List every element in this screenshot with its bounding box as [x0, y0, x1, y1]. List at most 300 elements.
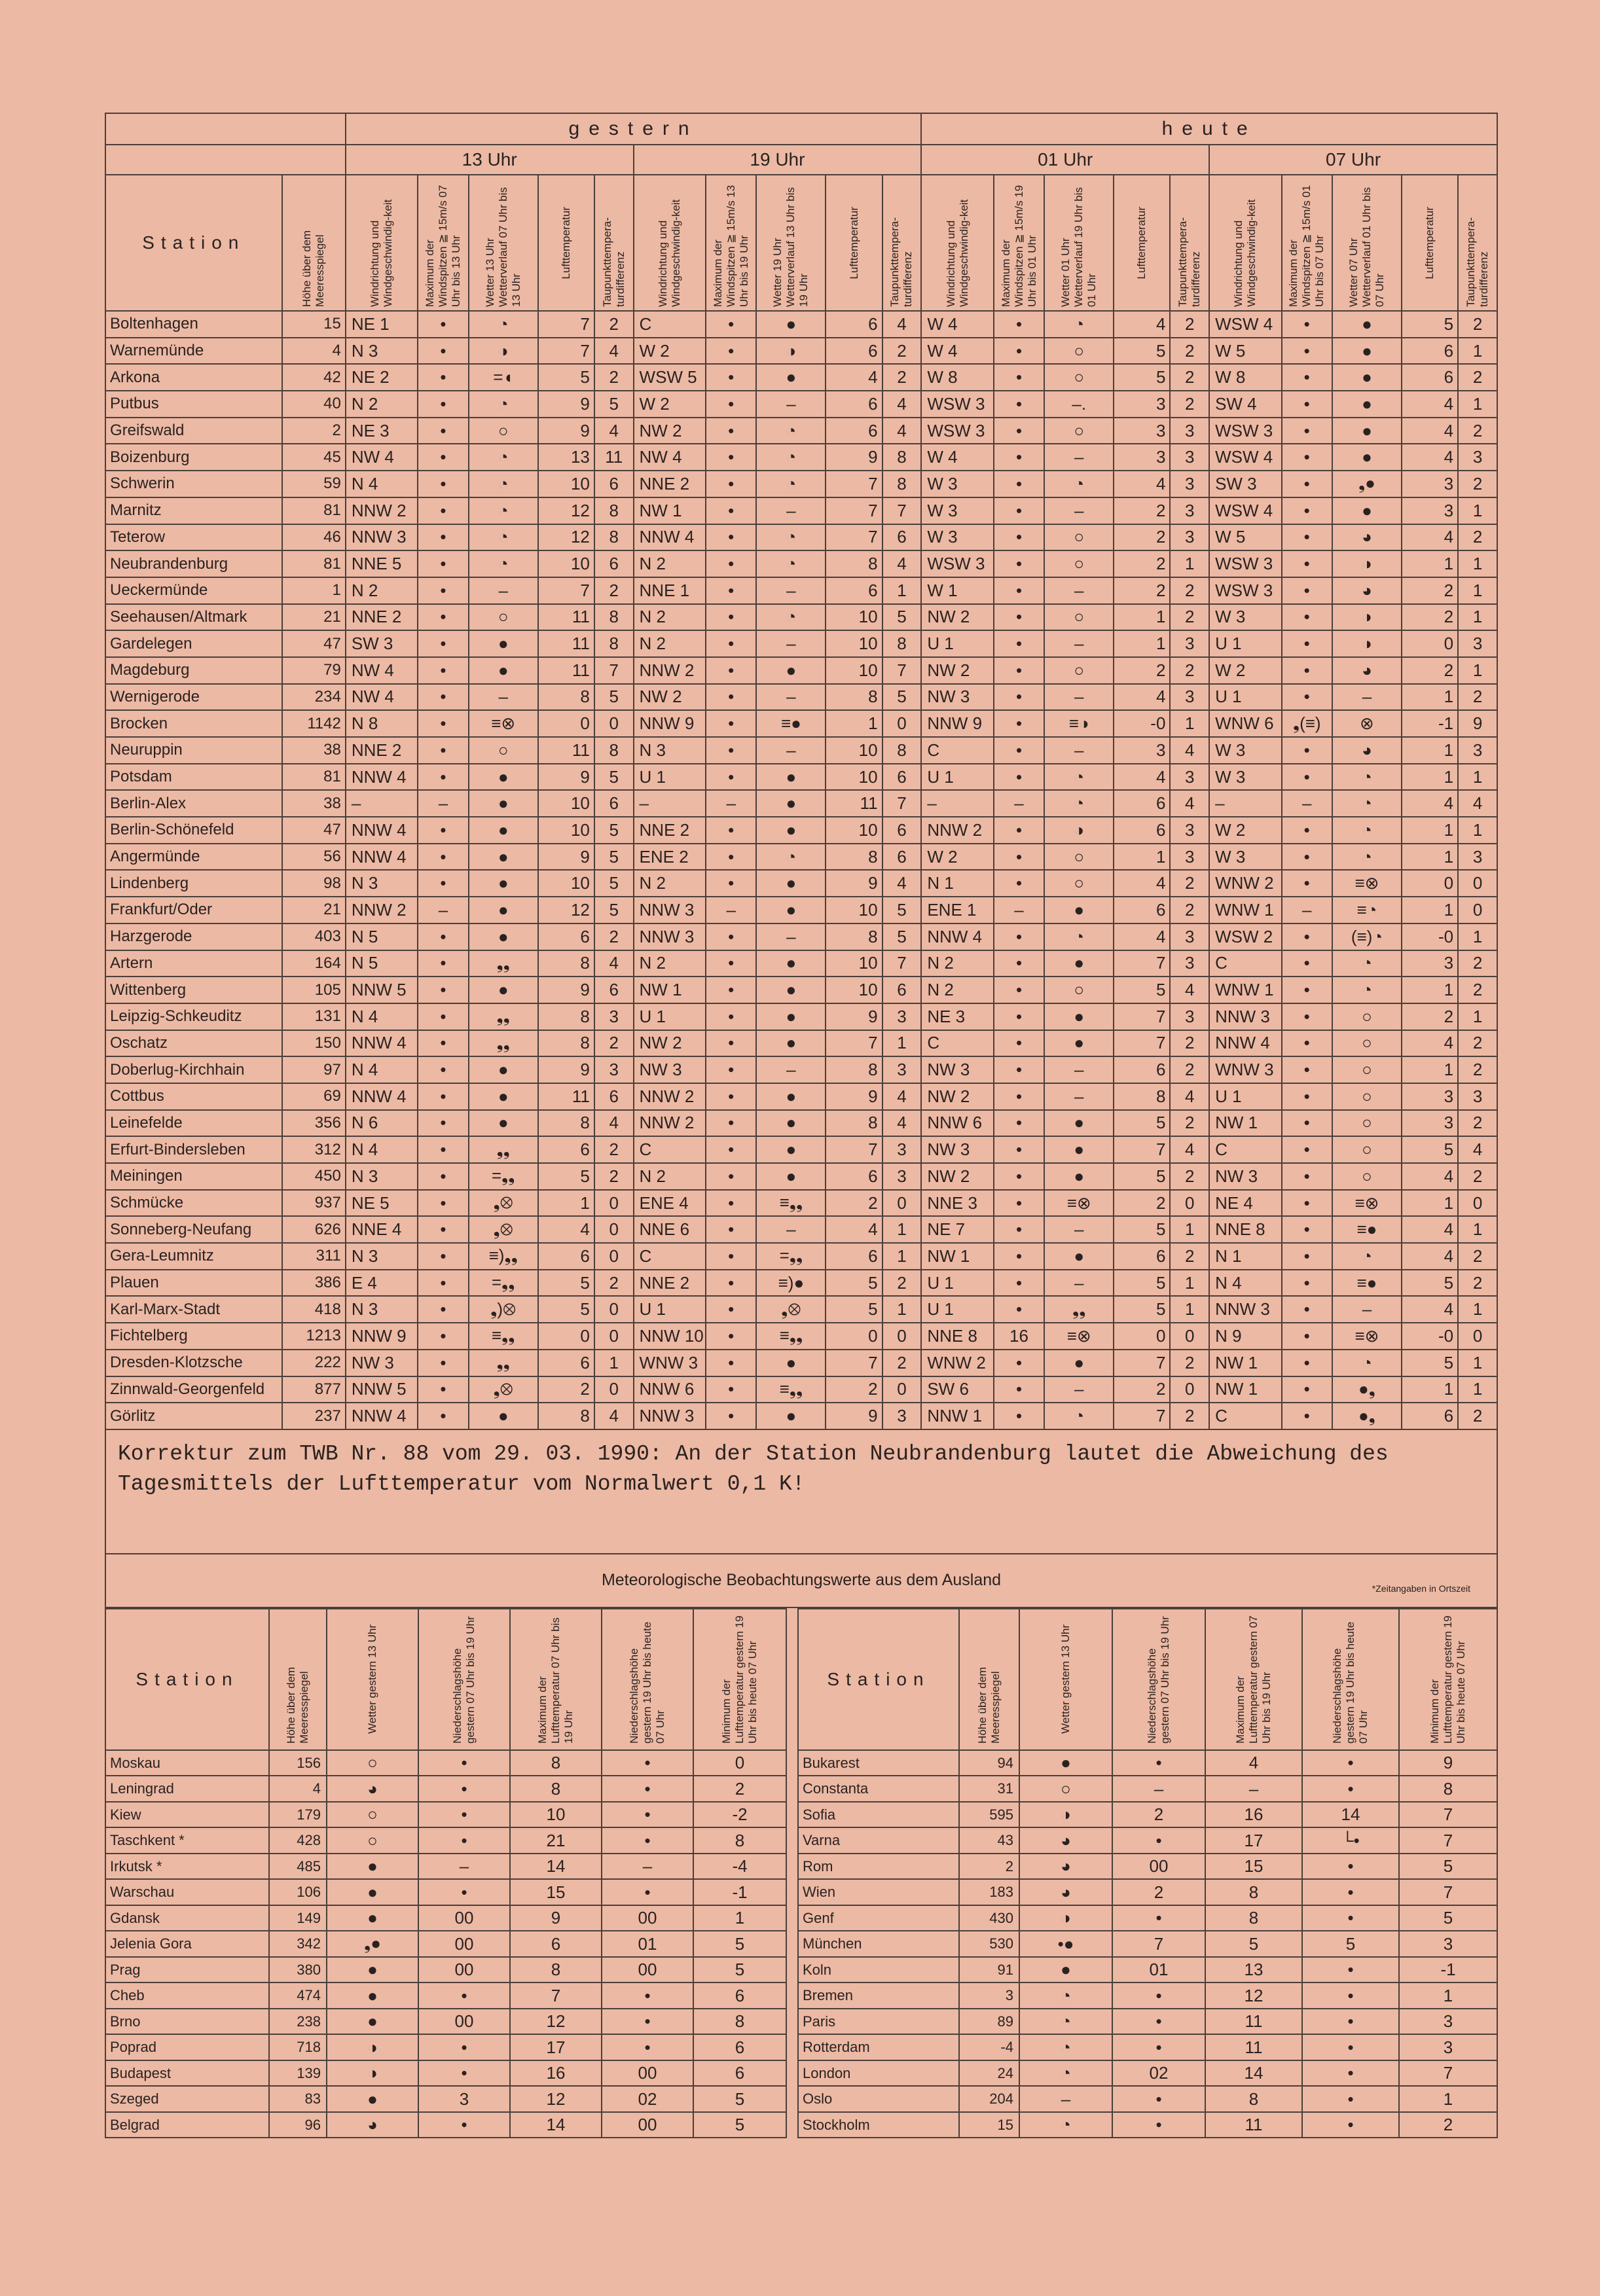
- table-row: [105, 1905, 786, 1931]
- temp-13: 9: [538, 844, 594, 870]
- station-name: Gardelegen: [105, 630, 282, 657]
- weather-07: ●: [1332, 311, 1402, 338]
- table-row: [105, 870, 1497, 897]
- wind-01: NNW 6: [921, 1110, 993, 1137]
- weather-19: ◔: [756, 471, 826, 497]
- table-row: [798, 1982, 1497, 2009]
- station-name: Erfurt-Bindersleben: [105, 1136, 282, 1163]
- station-height: 877: [282, 1376, 346, 1403]
- wind-01: NW 2: [921, 657, 993, 684]
- dewdiff-07: 1: [1458, 550, 1497, 577]
- weather-19: ◔: [756, 524, 826, 551]
- c07-col-header-4: Taupunkttempera-turdifferenz: [1458, 175, 1497, 311]
- temp-07: 4: [1402, 524, 1458, 551]
- temp-07: 4: [1402, 1030, 1458, 1057]
- abroad-station-height: 89: [959, 2009, 1019, 2035]
- station-name: Berlin-Alex: [105, 790, 282, 817]
- wind-01: NNW 1: [921, 1403, 993, 1429]
- gust-07: •: [1282, 1270, 1332, 1297]
- table-row: [105, 1296, 1497, 1323]
- abroad-precip-day: 00: [1112, 1854, 1205, 1880]
- abroad-station-height: 24: [959, 2060, 1019, 2087]
- weather-19: ●: [756, 364, 826, 391]
- dewdiff-19: 6: [882, 817, 922, 844]
- temp-01: 2: [1114, 657, 1170, 684]
- temp-01: 2: [1114, 1376, 1170, 1403]
- dewdiff-19: 7: [882, 950, 922, 977]
- temp-07: 3: [1402, 950, 1458, 977]
- dewdiff-01: 0: [1170, 1323, 1209, 1350]
- dewdiff-01: 2: [1170, 897, 1209, 924]
- dewdiff-07: 2: [1458, 684, 1497, 711]
- weather-19: ●: [756, 870, 826, 897]
- wind-01: U 1: [921, 1270, 993, 1297]
- temp-19: 9: [826, 870, 882, 897]
- temp-01: 7: [1114, 1350, 1170, 1376]
- gust-19: •: [706, 1243, 756, 1270]
- gust-01: •: [994, 1083, 1044, 1110]
- weather-19: ●: [756, 1083, 826, 1110]
- gust-13: •: [418, 604, 468, 631]
- temp-13: 8: [538, 950, 594, 977]
- temp-07: -0: [1402, 924, 1458, 950]
- wind-19: NNW 9: [634, 710, 706, 737]
- station-height: 81: [282, 497, 346, 524]
- dewdiff-07: 1: [1458, 604, 1497, 631]
- wind-19: NW 4: [634, 444, 706, 471]
- bulletin-sheet: [105, 113, 1498, 2138]
- station-height: 312: [282, 1136, 346, 1163]
- wind-01: W 4: [921, 444, 993, 471]
- abroad-precip-night: 00: [602, 1905, 693, 1931]
- dewdiff-13: 8: [594, 604, 634, 631]
- abroad-temp-max: 10: [510, 1802, 602, 1828]
- station-name: Seehausen/Altmark: [105, 604, 282, 631]
- wind-01: C: [921, 1030, 993, 1057]
- station-name: Potsdam: [105, 764, 282, 791]
- weather-19: –: [756, 577, 826, 604]
- wind-13: NNW 4: [346, 764, 418, 791]
- abroad-station-name: München: [798, 1931, 959, 1957]
- weather-07: ●: [1332, 444, 1402, 471]
- abroad-precip-day: 7: [1112, 1931, 1205, 1957]
- abroad-temp-max: 17: [510, 2034, 602, 2060]
- station-name: Plauen: [105, 1270, 282, 1297]
- dewdiff-19: 5: [882, 684, 922, 711]
- abroad-station-height: 595: [959, 1802, 1019, 1828]
- station-height: 2: [282, 418, 346, 444]
- abroad-precip-day: 00: [418, 1957, 510, 1983]
- temp-07: 0: [1402, 870, 1458, 897]
- dewdiff-19: 0: [882, 1190, 922, 1217]
- weather-19: ◔: [756, 444, 826, 471]
- station-name: Oschatz: [105, 1030, 282, 1057]
- abroad-temp-max: 14: [510, 2112, 602, 2138]
- abroad-station-height: 43: [959, 1827, 1019, 1854]
- abroad-weather-13: –: [1019, 2086, 1112, 2112]
- table-row: [105, 1854, 786, 1880]
- table-row: [105, 897, 1497, 924]
- abroad-left-col-header-3: Maximum der Lufttemperatur 07 Uhr bis 19 Uhr: [510, 1609, 602, 1750]
- dewdiff-07: 4: [1458, 1136, 1497, 1163]
- temp-19: 6: [826, 311, 882, 338]
- gust-07: •: [1282, 1403, 1332, 1429]
- abroad-weather-13: ●: [327, 2086, 418, 2112]
- table-row: [105, 737, 1497, 764]
- dewdiff-01: 2: [1170, 1163, 1209, 1190]
- abroad-station-name: Rom: [798, 1854, 959, 1880]
- abroad-temp-max: 11: [1205, 2112, 1302, 2138]
- temp-01: 7: [1114, 1030, 1170, 1057]
- weather-01: –: [1044, 1376, 1114, 1403]
- dewdiff-01: 3: [1170, 817, 1209, 844]
- dewdiff-19: 3: [882, 1003, 922, 1030]
- wind-13: NNW 3: [346, 524, 418, 551]
- station-height: 15: [282, 311, 346, 338]
- abroad-weather-13: ◑: [327, 2034, 418, 2060]
- group-heute: heute: [921, 113, 1497, 145]
- wind-07: WSW 4: [1209, 444, 1281, 471]
- wind-13: NE 1: [346, 311, 418, 338]
- weather-13: ○: [469, 418, 538, 444]
- temp-01: 2: [1114, 550, 1170, 577]
- abroad-precip-day: •: [418, 2060, 510, 2087]
- dewdiff-19: 7: [882, 657, 922, 684]
- table-row: [105, 1030, 1497, 1057]
- abroad-table-left: [105, 1608, 787, 2139]
- station-height: 4: [282, 338, 346, 365]
- gust-01: •: [994, 1296, 1044, 1323]
- abroad-station-name: Bukarest: [798, 1750, 959, 1776]
- abroad-precip-night: •: [602, 1879, 693, 1905]
- station-name: Magdeburg: [105, 657, 282, 684]
- dewdiff-07: 2: [1458, 1270, 1497, 1297]
- dewdiff-01: 0: [1170, 1376, 1209, 1403]
- weather-13: =❟❟: [469, 1163, 538, 1190]
- wind-01: WNW 2: [921, 1350, 993, 1376]
- dewdiff-01: 4: [1170, 737, 1209, 764]
- gust-19: •: [706, 870, 756, 897]
- weather-07: ○: [1332, 1056, 1402, 1083]
- station-height: 69: [282, 1083, 346, 1110]
- abroad-weather-13: ●: [327, 2009, 418, 2035]
- c19-col-header-2: Wetter 19 Uhr Wetterverlauf 13 Uhr bis 19 Uhr: [756, 175, 826, 311]
- weather-01: –: [1044, 684, 1114, 711]
- abroad-precip-day: 01: [1112, 1957, 1205, 1983]
- abroad-precip-day: 02: [1112, 2060, 1205, 2087]
- abroad-weather-13: ❟●: [327, 1931, 418, 1957]
- temp-19: 8: [826, 550, 882, 577]
- dewdiff-01: 2: [1170, 1056, 1209, 1083]
- wind-13: –: [346, 790, 418, 817]
- wind-07: NNW 4: [1209, 1030, 1281, 1057]
- gust-13: •: [418, 1003, 468, 1030]
- abroad-precip-night: •: [1302, 2009, 1399, 2035]
- dewdiff-01: 3: [1170, 684, 1209, 711]
- dewdiff-13: 0: [594, 1190, 634, 1217]
- abroad-right-col-header-0: Höhe über dem Meeresspiegel: [959, 1609, 1019, 1750]
- wind-07: WSW 2: [1209, 924, 1281, 950]
- wind-13: NNW 5: [346, 1376, 418, 1403]
- table-row: [105, 1802, 786, 1828]
- temp-13: 10: [538, 550, 594, 577]
- dewdiff-07: 1: [1458, 657, 1497, 684]
- gust-07: •: [1282, 1190, 1332, 1217]
- station-name: Meiningen: [105, 1163, 282, 1190]
- temp-01: 3: [1114, 737, 1170, 764]
- gust-07: •: [1282, 630, 1332, 657]
- temp-07: 4: [1402, 391, 1458, 418]
- weather-07: (≡)◔: [1332, 924, 1402, 950]
- abroad-temp-max: 6: [510, 1931, 602, 1957]
- table-row: [798, 2009, 1497, 2035]
- table-row: [105, 790, 1497, 817]
- weather-13: ◔: [469, 497, 538, 524]
- temp-19: 2: [826, 1376, 882, 1403]
- weather-01: –: [1044, 497, 1114, 524]
- gust-01: •: [994, 1056, 1044, 1083]
- temp-19: 6: [826, 418, 882, 444]
- table-row: [798, 2112, 1497, 2138]
- dewdiff-07: 3: [1458, 1083, 1497, 1110]
- gust-19: •: [706, 1296, 756, 1323]
- wind-07: NW 1: [1209, 1110, 1281, 1137]
- abroad-temp-min: 6: [693, 2060, 786, 2087]
- temp-13: 11: [538, 604, 594, 631]
- weather-07: ≡⊗: [1332, 870, 1402, 897]
- temp-19: 10: [826, 764, 882, 791]
- temp-19: 10: [826, 630, 882, 657]
- weather-01: –: [1044, 1083, 1114, 1110]
- gust-13: •: [418, 1136, 468, 1163]
- gust-19: •: [706, 577, 756, 604]
- gust-19: •: [706, 550, 756, 577]
- dewdiff-07: 1: [1458, 391, 1497, 418]
- time-01: 01 Uhr: [921, 145, 1209, 175]
- temp-01: 3: [1114, 444, 1170, 471]
- dewdiff-19: 5: [882, 604, 922, 631]
- station-height: 47: [282, 630, 346, 657]
- temp-01: 0: [1114, 1323, 1170, 1350]
- dewdiff-07: 1: [1458, 924, 1497, 950]
- dewdiff-13: 2: [594, 1136, 634, 1163]
- temp-13: 4: [538, 1216, 594, 1243]
- wind-13: E 4: [346, 1270, 418, 1297]
- gust-19: •: [706, 684, 756, 711]
- dewdiff-13: 6: [594, 1083, 634, 1110]
- dewdiff-19: 1: [882, 577, 922, 604]
- abroad-right-col-header-4: Niederschlagshöhe gestern 19 Uhr bis heute 07 Uhr: [1302, 1609, 1399, 1750]
- gust-19: –: [706, 790, 756, 817]
- weather-01: ○: [1044, 418, 1114, 444]
- station-observation-table: [105, 113, 1498, 1608]
- weather-13: ●: [469, 870, 538, 897]
- gust-01: •: [994, 1136, 1044, 1163]
- wind-07: N 1: [1209, 1243, 1281, 1270]
- wind-13: NNW 4: [346, 844, 418, 870]
- gust-01: •: [994, 1403, 1044, 1429]
- abroad-left-col-header-2: Niederschlagshöhe gestern 07 Uhr bis 19 Uhr: [418, 1609, 510, 1750]
- abroad-station-name: Koln: [798, 1957, 959, 1983]
- dewdiff-13: 2: [594, 924, 634, 950]
- gust-19: –: [706, 897, 756, 924]
- weather-07: ●: [1332, 418, 1402, 444]
- dewdiff-01: 2: [1170, 657, 1209, 684]
- weather-07: ◑: [1332, 604, 1402, 631]
- abroad-weather-13: ●: [327, 1982, 418, 2009]
- temp-07: 1: [1402, 737, 1458, 764]
- temp-01: 5: [1114, 1270, 1170, 1297]
- table-row: [105, 1190, 1497, 1217]
- gust-07: •: [1282, 764, 1332, 791]
- weather-19: –: [756, 497, 826, 524]
- wind-13: NE 3: [346, 418, 418, 444]
- wind-07: WNW 3: [1209, 1056, 1281, 1083]
- weather-01: –: [1044, 444, 1114, 471]
- gust-13: •: [418, 764, 468, 791]
- abroad-weather-13: ●: [327, 1905, 418, 1931]
- abroad-precip-day: –: [418, 1854, 510, 1880]
- temp-07: 4: [1402, 790, 1458, 817]
- wind-07: NW 1: [1209, 1376, 1281, 1403]
- temp-19: 6: [826, 338, 882, 365]
- weather-19: ≡●: [756, 710, 826, 737]
- temp-07: 1: [1402, 817, 1458, 844]
- weather-19: ●: [756, 1163, 826, 1190]
- gust-13: •: [418, 338, 468, 365]
- abroad-station-name: Genf: [798, 1905, 959, 1931]
- gust-01: •: [994, 870, 1044, 897]
- abroad-station-name: Poprad: [105, 2034, 269, 2060]
- temp-07: 3: [1402, 1083, 1458, 1110]
- abroad-temp-min: 5: [693, 2112, 786, 2138]
- temp-07: 3: [1402, 1110, 1458, 1137]
- dewdiff-01: 0: [1170, 1190, 1209, 1217]
- dewdiff-19: 3: [882, 1136, 922, 1163]
- abroad-station-height: 183: [959, 1879, 1019, 1905]
- wind-19: NNE 2: [634, 817, 706, 844]
- temp-19: 7: [826, 1350, 882, 1376]
- dewdiff-19: 2: [882, 338, 922, 365]
- wind-07: WSW 3: [1209, 550, 1281, 577]
- temp-07: 2: [1402, 604, 1458, 631]
- dewdiff-01: 4: [1170, 1136, 1209, 1163]
- dewdiff-13: 2: [594, 1030, 634, 1057]
- wind-01: WSW 3: [921, 550, 993, 577]
- gust-07: •: [1282, 737, 1332, 764]
- abroad-right-col-header-1: Wetter gestern 13 Uhr: [1019, 1609, 1112, 1750]
- gust-01: •: [994, 1163, 1044, 1190]
- gust-01: •: [994, 1030, 1044, 1057]
- weather-19: ❟⊗: [756, 1296, 826, 1323]
- dewdiff-01: 2: [1170, 604, 1209, 631]
- temp-01: 1: [1114, 604, 1170, 631]
- temp-13: 5: [538, 364, 594, 391]
- dewdiff-07: 1: [1458, 1376, 1497, 1403]
- temp-19: 8: [826, 924, 882, 950]
- abroad-precip-day: •: [1112, 2086, 1205, 2112]
- wind-19: W 2: [634, 338, 706, 365]
- station-height: 386: [282, 1270, 346, 1297]
- dewdiff-01: 4: [1170, 977, 1209, 1003]
- wind-13: NNE 5: [346, 550, 418, 577]
- table-row: [105, 1243, 1497, 1270]
- dewdiff-01: 2: [1170, 364, 1209, 391]
- dewdiff-07: 0: [1458, 1190, 1497, 1217]
- station-height: 237: [282, 1403, 346, 1429]
- gust-19: •: [706, 1323, 756, 1350]
- gust-01: •: [994, 764, 1044, 791]
- correction-note: Korrektur zum TWB Nr. 88 vom 29. 03. 1990: An der Station Neubrandenburg lautet die Abweichung des Tagesmittels der Lufttemperatur vom Normalwert 0,1 K!: [105, 1429, 1497, 1554]
- wind-01: W 2: [921, 844, 993, 870]
- abroad-precip-night: •: [602, 1776, 693, 1802]
- abroad-station-name: Jelenia Gora: [105, 1931, 269, 1957]
- station-height: 45: [282, 444, 346, 471]
- temp-13: 10: [538, 790, 594, 817]
- weather-07: ❟●: [1332, 471, 1402, 497]
- wind-13: N 3: [346, 1296, 418, 1323]
- temp-07: -0: [1402, 1323, 1458, 1350]
- abroad-weather-13: ◕: [1019, 1879, 1112, 1905]
- dewdiff-13: 0: [594, 1216, 634, 1243]
- gust-13: •: [418, 418, 468, 444]
- abroad-station-height: 83: [269, 2086, 327, 2112]
- temp-13: 8: [538, 1003, 594, 1030]
- gust-13: •: [418, 1323, 468, 1350]
- abroad-temp-min: 3: [1399, 1931, 1497, 1957]
- table-row: [105, 1403, 1497, 1429]
- station-name: Greifswald: [105, 418, 282, 444]
- temp-13: 8: [538, 684, 594, 711]
- weather-13: ◔: [469, 524, 538, 551]
- temp-19: 10: [826, 817, 882, 844]
- abroad-precip-day: 2: [1112, 1802, 1205, 1828]
- weather-19: –: [756, 391, 826, 418]
- table-row: [105, 577, 1497, 604]
- wind-13: N 4: [346, 1136, 418, 1163]
- dewdiff-01: 2: [1170, 1403, 1209, 1429]
- abroad-temp-min: 5: [1399, 1905, 1497, 1931]
- weather-07: ≡●: [1332, 1216, 1402, 1243]
- wind-01: ENE 1: [921, 897, 993, 924]
- abroad-station-height: 94: [959, 1750, 1019, 1776]
- wind-13: NNE 2: [346, 604, 418, 631]
- gust-19: •: [706, 604, 756, 631]
- wind-19: WNW 3: [634, 1350, 706, 1376]
- weather-07: ◔: [1332, 817, 1402, 844]
- dewdiff-19: 3: [882, 1056, 922, 1083]
- wind-13: NW 4: [346, 444, 418, 471]
- temp-13: 5: [538, 1270, 594, 1297]
- gust-01: •: [994, 444, 1044, 471]
- wind-01: NW 2: [921, 604, 993, 631]
- abroad-temp-min: 7: [1399, 1802, 1497, 1828]
- abroad-temp-max: 17: [1205, 1827, 1302, 1854]
- abroad-precip-day: 00: [418, 2009, 510, 2035]
- abroad-station-name: Belgrad: [105, 2112, 269, 2138]
- wind-07: NW 1: [1209, 1350, 1281, 1376]
- dewdiff-07: 9: [1458, 710, 1497, 737]
- table-row: [105, 1350, 1497, 1376]
- weather-01: ●: [1044, 1243, 1114, 1270]
- temp-19: 7: [826, 524, 882, 551]
- c13-col-header-2: Wetter 13 Uhr Wetterverlauf 07 Uhr bis 13 Uhr: [469, 175, 538, 311]
- abroad-station-height: 15: [959, 2112, 1019, 2138]
- gust-07: •: [1282, 1243, 1332, 1270]
- temp-19: 10: [826, 737, 882, 764]
- table-row: [105, 524, 1497, 551]
- weather-01: ●: [1044, 1110, 1114, 1137]
